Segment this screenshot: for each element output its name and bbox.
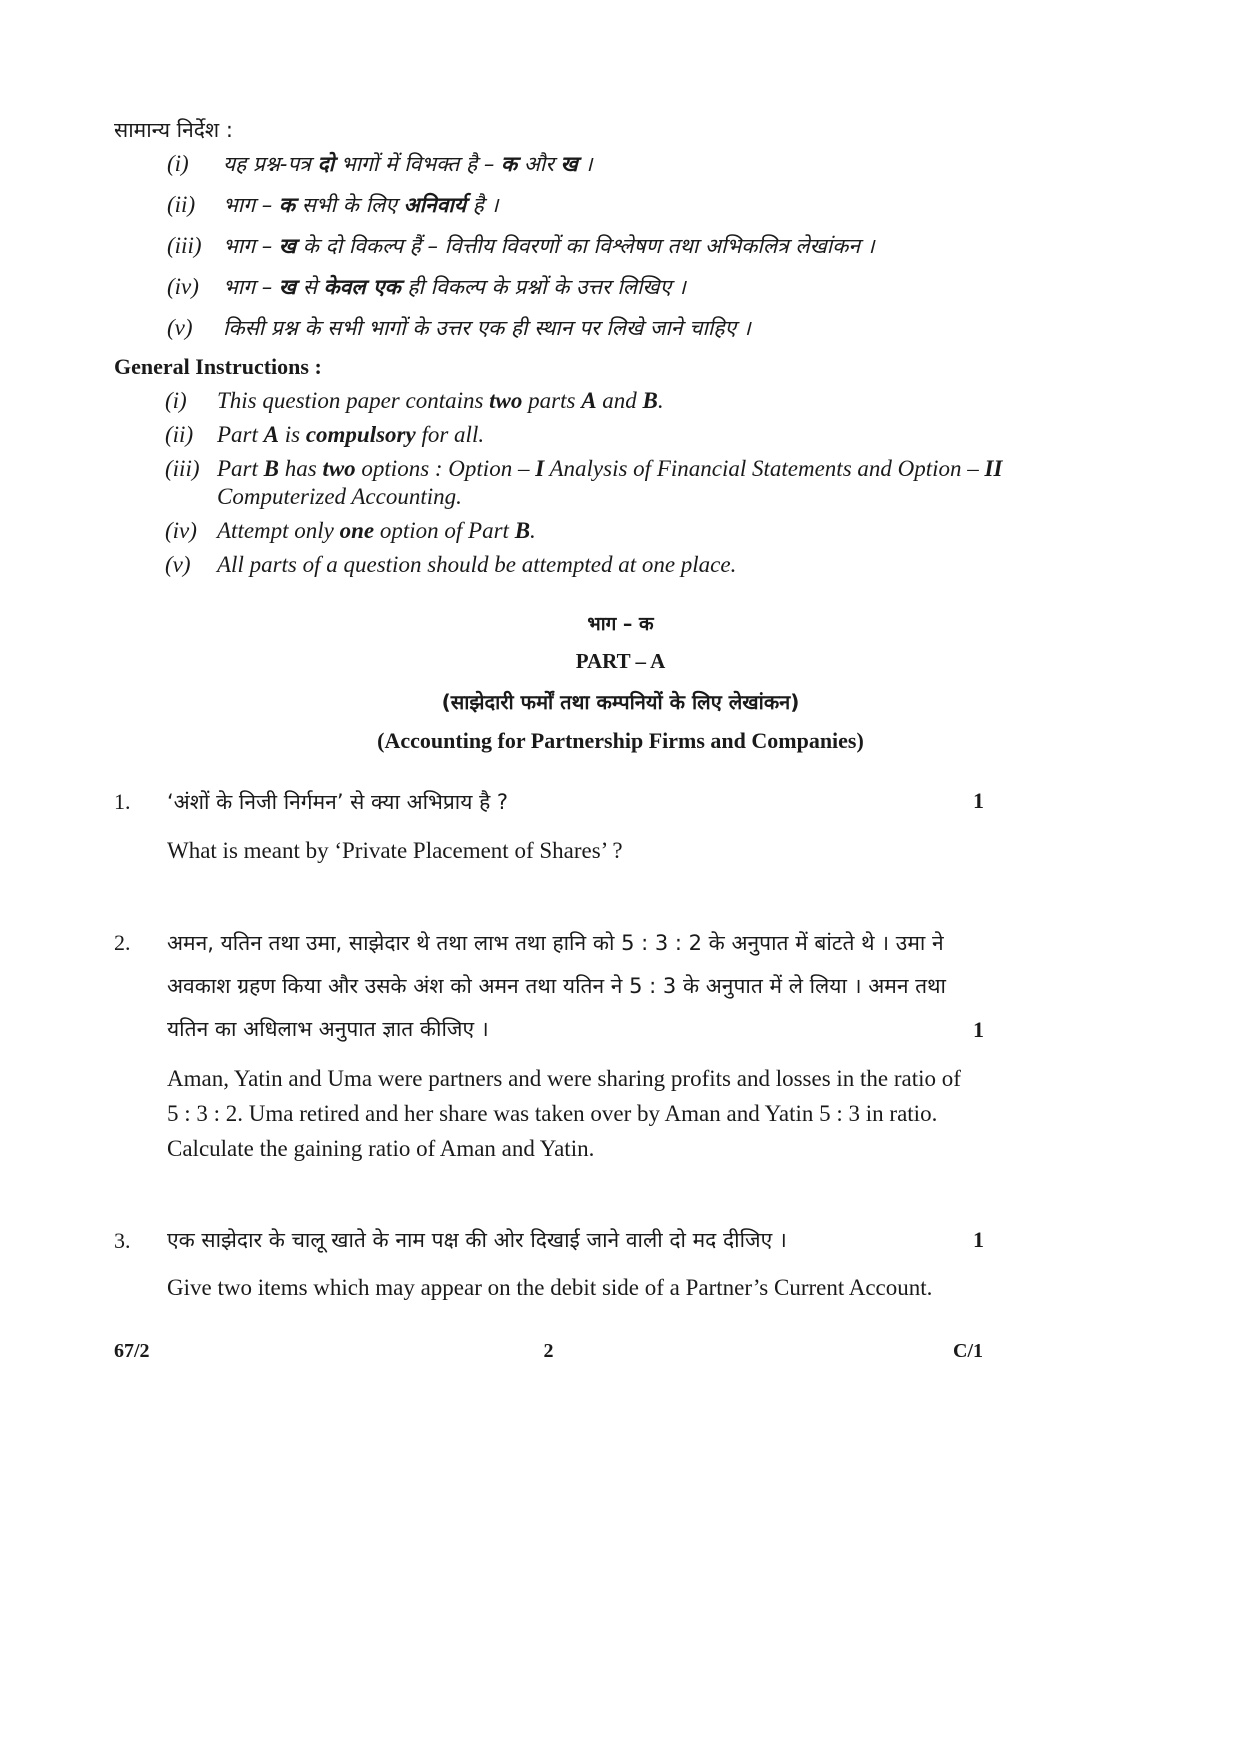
item-text: है । bbox=[466, 193, 499, 217]
item-number: (iii) bbox=[167, 233, 202, 258]
item-emphasis: one bbox=[339, 518, 375, 543]
item-number: (ii) bbox=[167, 192, 196, 217]
question-number: 3. bbox=[114, 1228, 131, 1253]
set-code: C/1 bbox=[953, 1340, 983, 1362]
question-marks: 1 bbox=[973, 1017, 984, 1042]
english-instruction-continuation: Computerized Accounting. bbox=[217, 484, 462, 509]
item-text: option of Part bbox=[374, 518, 515, 543]
item-text: Part bbox=[217, 422, 264, 447]
page-number: 2 bbox=[543, 1340, 554, 1362]
hindi-part-subtitle: (साझेदारी फर्मों तथा कम्पनियों के लिए लेखांकन) bbox=[441, 690, 800, 714]
item-emphasis: I bbox=[535, 456, 545, 481]
item-text: . bbox=[657, 388, 664, 413]
english-instruction-item bbox=[165, 552, 736, 578]
item-text: किसी प्रश्न के सभी भागों के उत्तर एक ही स्थान पर लिखे जाने चाहिए । bbox=[223, 316, 751, 340]
item-number: (i) bbox=[167, 151, 189, 176]
item-emphasis: B bbox=[514, 518, 531, 543]
item-emphasis: ख bbox=[560, 152, 578, 176]
item-text: भागों में विभक्त है – bbox=[334, 152, 502, 176]
item-emphasis: B bbox=[263, 456, 279, 481]
item-text: सभी के लिए bbox=[295, 193, 404, 217]
item-text: is bbox=[278, 422, 306, 447]
item-number: (v) bbox=[167, 315, 193, 340]
item-emphasis: दो bbox=[317, 152, 335, 176]
question-english-line: Aman, Yatin and Uma were partners and were sharing profits and losses in the ratio of bbox=[167, 1066, 961, 1091]
item-text: और bbox=[517, 152, 561, 176]
item-text: भाग – bbox=[223, 275, 279, 299]
item-text: . bbox=[530, 518, 536, 543]
paper-code: 67/2 bbox=[114, 1340, 150, 1362]
item-emphasis: compulsory bbox=[305, 422, 416, 447]
item-emphasis: A bbox=[581, 388, 597, 413]
english-instruction-item bbox=[165, 456, 1002, 482]
hindi-instruction-item bbox=[167, 191, 498, 219]
item-number: (i) bbox=[165, 388, 187, 413]
item-emphasis: two bbox=[489, 388, 523, 413]
item-number: (iii) bbox=[165, 456, 200, 481]
question-number: 2. bbox=[114, 930, 131, 955]
item-number: (iv) bbox=[167, 274, 199, 299]
hindi-instruction-item bbox=[167, 150, 592, 178]
item-emphasis: अनिवार्य bbox=[403, 193, 466, 217]
item-text: भाग – bbox=[223, 234, 279, 258]
item-number: (ii) bbox=[165, 422, 194, 447]
item-emphasis: B bbox=[642, 388, 658, 413]
english-instructions-heading: General Instructions : bbox=[114, 354, 322, 379]
item-text: Part bbox=[217, 456, 264, 481]
hindi-instruction-item bbox=[167, 314, 751, 342]
question-english-line: 5 : 3 : 2. Uma retired and her share was taken over by Aman and Yatin 5 : 3 in ratio. bbox=[167, 1101, 938, 1126]
question-english-line: Calculate the gaining ratio of Aman and Yatin. bbox=[167, 1136, 595, 1161]
item-text: options : Option – bbox=[355, 456, 536, 481]
item-text: All parts of a question should be attempted at one place. bbox=[217, 552, 737, 577]
english-instruction-item bbox=[165, 518, 536, 544]
english-part-subtitle: (Accounting for Partnership Firms and Companies) bbox=[377, 728, 864, 753]
item-text: यह प्रश्न-पत्र bbox=[223, 152, 318, 176]
item-emphasis: क bbox=[278, 193, 296, 217]
item-emphasis: A bbox=[263, 422, 279, 447]
item-text: Attempt only bbox=[217, 518, 340, 543]
item-text: ही विकल्प के प्रश्नों के उत्तर लिखिए । bbox=[400, 275, 686, 299]
item-text: से bbox=[296, 275, 324, 299]
item-text: for all. bbox=[415, 422, 485, 447]
item-emphasis: क bbox=[501, 152, 518, 176]
question-english-text: What is meant by ‘Private Placement of Shares’ ? bbox=[167, 838, 623, 863]
item-number: (v) bbox=[165, 552, 191, 577]
item-emphasis: ख bbox=[278, 234, 297, 258]
question-hindi-text: ‘अंशों के निजी निर्गमन’ से क्या अभिप्राय है ? bbox=[167, 790, 509, 814]
question-hindi-text: एक साझेदार के चालू खाते के नाम पक्ष की ओर दिखाई जाने वाली दो मद दीजिए । bbox=[167, 1228, 787, 1252]
question-hindi-line: यतिन का अधिलाभ अनुपात ज्ञात कीजिए । bbox=[167, 1017, 489, 1041]
question-hindi-line: अमन, यतिन तथा उमा, साझेदार थे तथा लाभ तथा हानि को 5 : 3 : 2 के अनुपात में बांटते थे । उमा ने bbox=[167, 931, 944, 955]
item-number: (iv) bbox=[165, 518, 197, 543]
question-number: 1. bbox=[114, 789, 131, 814]
item-emphasis: ख bbox=[278, 275, 297, 299]
question-marks: 1 bbox=[973, 788, 984, 813]
hindi-instructions-heading: सामान्य निर्देश : bbox=[114, 118, 233, 142]
english-part-heading: PART – A bbox=[575, 649, 666, 673]
english-instruction-item bbox=[165, 388, 664, 414]
question-hindi-line: अवकाश ग्रहण किया और उसके अंश को अमन तथा यतिन ने 5 : 3 के अनुपात में ले लिया । अमन तथा bbox=[167, 974, 946, 998]
item-text: and bbox=[596, 388, 643, 413]
item-emphasis: two bbox=[322, 456, 356, 481]
item-text: Analysis of Financial Statements and Option – bbox=[544, 456, 985, 481]
item-emphasis: II bbox=[984, 456, 1003, 481]
item-text: This question paper contains bbox=[217, 388, 490, 413]
question-marks: 1 bbox=[973, 1227, 984, 1252]
question-english-text: Give two items which may appear on the debit side of a Partner’s Current Account. bbox=[167, 1275, 933, 1300]
item-emphasis: केवल एक bbox=[323, 275, 401, 299]
hindi-instruction-item bbox=[167, 273, 686, 301]
item-text: के दो विकल्प हैं – वित्तीय विवरणों का विश्लेषण तथा अभिकलित्र लेखांकन । bbox=[296, 234, 875, 258]
item-text: has bbox=[278, 456, 323, 481]
english-instruction-item bbox=[165, 422, 484, 448]
item-text: भाग – bbox=[223, 193, 279, 217]
item-text: । bbox=[577, 152, 593, 176]
hindi-part-heading: भाग – क bbox=[587, 613, 654, 635]
hindi-instruction-item bbox=[167, 232, 875, 260]
item-text: parts bbox=[522, 388, 582, 413]
